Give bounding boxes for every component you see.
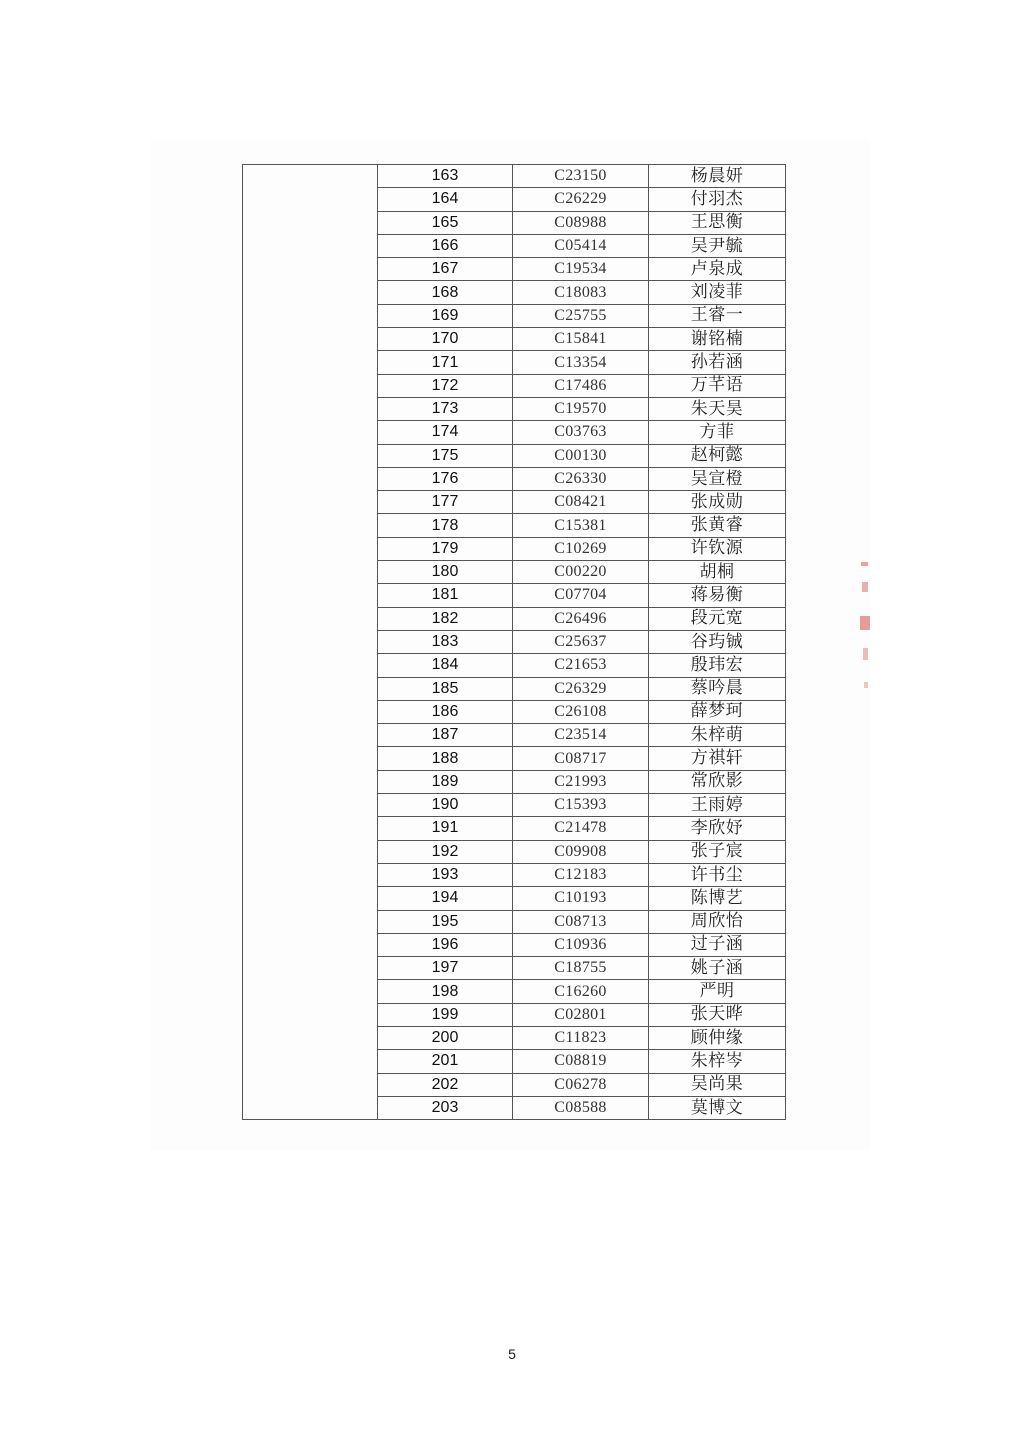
student-name: 赵柯懿 (649, 444, 786, 467)
student-id: C00220 (513, 561, 649, 584)
student-name: 方祺轩 (649, 747, 786, 770)
row-number: 163 (378, 165, 513, 188)
student-id: C08988 (513, 211, 649, 234)
row-number: 175 (378, 444, 513, 467)
page-number: 5 (508, 1346, 516, 1362)
row-number: 201 (378, 1050, 513, 1073)
student-name: 张黄睿 (649, 514, 786, 537)
student-name: 莫博文 (649, 1096, 786, 1119)
row-number: 191 (378, 817, 513, 840)
student-name: 顾仲缘 (649, 1026, 786, 1049)
student-id: C09908 (513, 840, 649, 863)
row-number: 187 (378, 724, 513, 747)
row-number: 174 (378, 421, 513, 444)
student-id: C16260 (513, 980, 649, 1003)
student-id: C08717 (513, 747, 649, 770)
student-name: 方菲 (649, 421, 786, 444)
row-number: 202 (378, 1073, 513, 1096)
student-id: C03763 (513, 421, 649, 444)
row-number: 193 (378, 863, 513, 886)
student-name: 殷玮宏 (649, 654, 786, 677)
row-number: 198 (378, 980, 513, 1003)
row-number: 171 (378, 351, 513, 374)
row-number: 200 (378, 1026, 513, 1049)
student-id: C18755 (513, 957, 649, 980)
student-id: C19570 (513, 397, 649, 420)
student-id: C10269 (513, 537, 649, 560)
student-id: C18083 (513, 281, 649, 304)
roster-table (242, 164, 786, 1120)
student-name: 张天晔 (649, 1003, 786, 1026)
student-id: C11823 (513, 1026, 649, 1049)
student-id: C15841 (513, 328, 649, 351)
row-number: 192 (378, 840, 513, 863)
student-name: 朱梓萌 (649, 724, 786, 747)
student-id: C13354 (513, 351, 649, 374)
student-name: 严明 (649, 980, 786, 1003)
student-name: 孙若涵 (649, 351, 786, 374)
student-name: 蔡吟晨 (649, 677, 786, 700)
row-number: 185 (378, 677, 513, 700)
row-number: 184 (378, 654, 513, 677)
student-id: C23514 (513, 724, 649, 747)
student-name: 常欣影 (649, 770, 786, 793)
row-number: 164 (378, 188, 513, 211)
student-id: C21993 (513, 770, 649, 793)
row-number: 177 (378, 491, 513, 514)
student-name: 朱天昊 (649, 397, 786, 420)
table-row (243, 165, 786, 188)
row-number: 179 (378, 537, 513, 560)
student-name: 姚子涵 (649, 957, 786, 980)
row-number: 190 (378, 794, 513, 817)
student-id: C23150 (513, 165, 649, 188)
student-id: C26108 (513, 700, 649, 723)
student-id: C25755 (513, 304, 649, 327)
row-number: 195 (378, 910, 513, 933)
student-id: C25637 (513, 630, 649, 653)
student-name: 李欣妤 (649, 817, 786, 840)
student-name: 谷玙铖 (649, 630, 786, 653)
student-name: 张子宸 (649, 840, 786, 863)
student-name: 过子涵 (649, 933, 786, 956)
row-number: 203 (378, 1096, 513, 1119)
student-id: C12183 (513, 863, 649, 886)
student-id: C08713 (513, 910, 649, 933)
student-id: C10193 (513, 887, 649, 910)
student-id: C15393 (513, 794, 649, 817)
row-number: 180 (378, 561, 513, 584)
row-number: 183 (378, 630, 513, 653)
stamp-fragment-icon (858, 560, 872, 700)
merged-category-cell (243, 165, 378, 1120)
student-name: 卢泉成 (649, 258, 786, 281)
row-number: 176 (378, 467, 513, 490)
student-name: 王思衡 (649, 211, 786, 234)
row-number: 168 (378, 281, 513, 304)
student-name: 薛梦珂 (649, 700, 786, 723)
student-name: 周欣怡 (649, 910, 786, 933)
row-number: 165 (378, 211, 513, 234)
student-id: C06278 (513, 1073, 649, 1096)
student-id: C17486 (513, 374, 649, 397)
student-name: 吴尚果 (649, 1073, 786, 1096)
row-number: 172 (378, 374, 513, 397)
row-number: 173 (378, 397, 513, 420)
row-number: 169 (378, 304, 513, 327)
student-id: C21653 (513, 654, 649, 677)
student-name: 胡桐 (649, 561, 786, 584)
student-name: 段元宽 (649, 607, 786, 630)
row-number: 178 (378, 514, 513, 537)
row-number: 181 (378, 584, 513, 607)
row-number: 197 (378, 957, 513, 980)
student-name: 陈博艺 (649, 887, 786, 910)
student-name: 许钦源 (649, 537, 786, 560)
student-id: C08421 (513, 491, 649, 514)
student-id: C15381 (513, 514, 649, 537)
row-number: 196 (378, 933, 513, 956)
student-name: 吴宣橙 (649, 467, 786, 490)
student-id: C26329 (513, 677, 649, 700)
student-id: C00130 (513, 444, 649, 467)
row-number: 199 (378, 1003, 513, 1026)
student-name: 朱梓岑 (649, 1050, 786, 1073)
student-id: C19534 (513, 258, 649, 281)
student-id: C21478 (513, 817, 649, 840)
student-id: C10936 (513, 933, 649, 956)
row-number: 188 (378, 747, 513, 770)
student-id: C07704 (513, 584, 649, 607)
row-number: 170 (378, 328, 513, 351)
row-number: 186 (378, 700, 513, 723)
student-name: 付羽杰 (649, 188, 786, 211)
student-id: C08819 (513, 1050, 649, 1073)
student-name: 王睿一 (649, 304, 786, 327)
student-name: 许书尘 (649, 863, 786, 886)
student-id: C26496 (513, 607, 649, 630)
student-name: 王雨婷 (649, 794, 786, 817)
row-number: 182 (378, 607, 513, 630)
student-id: C08588 (513, 1096, 649, 1119)
row-number: 167 (378, 258, 513, 281)
student-id: C05414 (513, 234, 649, 257)
student-name: 蒋易衡 (649, 584, 786, 607)
student-id: C26229 (513, 188, 649, 211)
row-number: 194 (378, 887, 513, 910)
student-id: C02801 (513, 1003, 649, 1026)
row-number: 189 (378, 770, 513, 793)
student-id: C26330 (513, 467, 649, 490)
row-number: 166 (378, 234, 513, 257)
student-name: 万芊语 (649, 374, 786, 397)
student-name: 刘凌菲 (649, 281, 786, 304)
roster-table-body (243, 165, 786, 1120)
student-name: 谢铭楠 (649, 328, 786, 351)
student-name: 吴尹毓 (649, 234, 786, 257)
student-name: 张成勋 (649, 491, 786, 514)
student-name: 杨晨妍 (649, 165, 786, 188)
